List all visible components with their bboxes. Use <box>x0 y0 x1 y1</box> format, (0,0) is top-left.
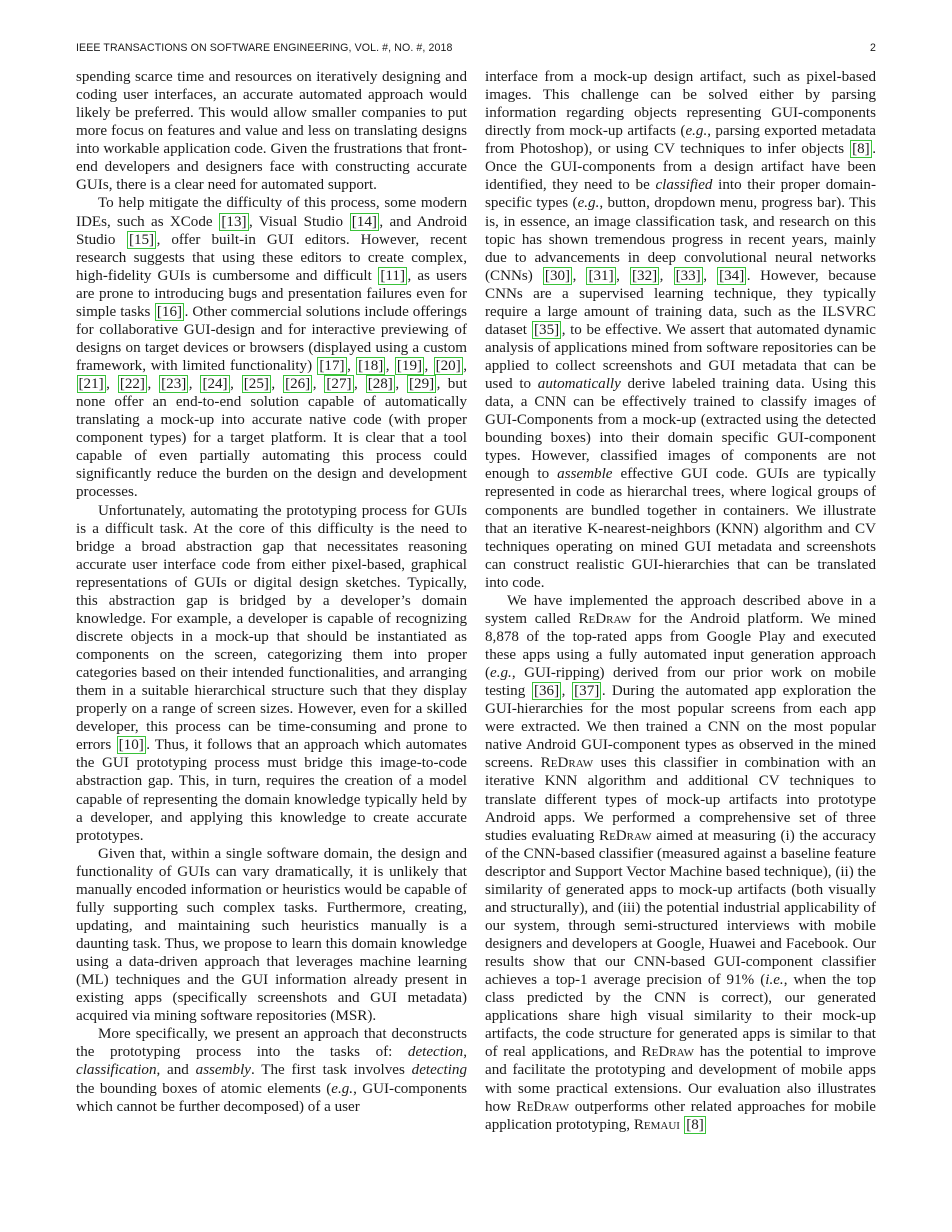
page-number: 2 <box>870 42 876 54</box>
citation-link[interactable]: [16] <box>156 303 183 320</box>
citation-link[interactable]: [35] <box>534 321 560 338</box>
citation-link[interactable]: [8] <box>852 141 870 158</box>
paragraph: Given that, within a single software domain, the design and functionality of GUIs can vary dramatically, it is unlikely that manually encoded information or heuristics would be capable of fully supporting such complex tasks. Furthermore, creating, updating, and maintaining such heuristics manually is a daunting task. Thus, we propose to learn this domain knowledge using a data-driven approach that leverages machine learning (ML) techniques and the GUI information already present in existing apps (specifically screenshots and GUI metadata) acquired via mining software repositories (MSR). <box>76 845 467 1025</box>
citation-link[interactable]: [22] <box>119 376 145 393</box>
citation-link[interactable]: [34] <box>719 267 745 284</box>
citation-link[interactable]: [19] <box>396 358 423 374</box>
paragraph: spending scarce time and resources on iteratively designing and coding user interfaces, an accurate automated approach would likely be preferred. This would allow smaller companies to put more focus on features and value and less on translating designs into workable application code. Given the frustrations that front-end developers and designers face with constructing accurate GUIs, there is a clear need for automated support. <box>76 69 467 194</box>
citation-link[interactable]: [23] <box>161 376 187 393</box>
citation-link[interactable]: [21] <box>78 376 104 393</box>
citation-link[interactable]: [25] <box>243 376 269 393</box>
citation-link[interactable]: [18] <box>358 358 384 374</box>
citation-link[interactable]: [26] <box>285 376 311 393</box>
citation-link[interactable]: [24] <box>202 376 228 393</box>
citation-link[interactable]: [30] <box>544 267 571 284</box>
citation-link[interactable]: [37] <box>574 683 600 700</box>
running-header <box>76 42 876 56</box>
system-name: ReDraw <box>540 755 594 772</box>
system-name: ReDraw <box>516 1098 570 1115</box>
paragraph: We have implemented the approach described above in a system called ReDraw for the Android platform. We mined 8,878 of the top-rated apps from Google Play and executed these apps using a fully automated input generation approach (e.g., GUI-ripping) derived from our prior work on mobile testing [36] , [37] . During the automated app exploration the GUI-hierarchies for the most popular screens from each app were extracted. We then trained a CNN on the most popular native Android GUI-component types as observed in the mined screens. ReDraw uses this classifier in combination with an iterative KNN algorithm and additional CV techniques to translate different types of mock-up artifacts into prototype Android apps. We performed a comprehensive set of three studies evaluating ReDraw aimed at measuring (i) the accuracy of the CNN-based classifier (measured against a baseline feature descriptor and Support Vector Machine based technique), (ii) the similarity of generated apps to mock-up artifacts (both visually and structurally), and (iii) the potential industrial applicability of our system, through semi-structured interviews with mobile designers and developers at Google, Huawei and Facebook. Our results show that our CNN-based GUI-component classifier achieves a top-1 average precision of 91% (i.e., when the top class predicted by the CNN is correct), our generated applications share high visual similarity to their mock-up artifacts, the code structure for generated apps is similar to that of real applications, and ReDraw has the potential to improve and facilitate the prototyping and development of mobile apps with some practical extensions. Our evaluation also illustrates how ReDraw outperforms other related approaches for mobile application prototyping, Remaui [8] <box>485 592 877 1133</box>
citation-link[interactable]: [8] <box>686 1116 704 1133</box>
citation-link[interactable]: [11] <box>380 267 405 284</box>
paragraph: Unfortunately, automating the prototyping process for GUIs is a difficult task. At the core of this difficulty is the need to bridge a broad abstraction gap that necessitates reasoning accurate user interface code from either pixel-based, graphical representations of GUIs or digital design sketches. Typically, this abstraction gap is bridged by a developer’s domain knowledge. For example, a developer is capable of recognizing discrete objects in a mock-up that should be instantiated as components on the screen, categorizing them into proper categories based on their intended functionalities, and arranging them in a suitable hierarchical structure such that they display properly on a range of screen sizes. However, even for a skilled developer, this process can be time-consuming and prone to errors [10] . Thus, it follows that an approach which automates the GUI prototyping process must bridge this image-to-code abstraction gap. This, in turn, requires the creation of a model capable of representing the domain knowledge typically held by a developer, and applying this knowledge to create accurate prototypes. <box>76 502 467 844</box>
citation-link[interactable]: [32] <box>632 267 658 284</box>
citation-link[interactable]: [15] <box>128 231 155 248</box>
system-name: ReDraw <box>641 1044 695 1061</box>
citation-link[interactable]: [29] <box>409 376 435 393</box>
paragraph: interface from a mock-up design artifact, such as pixel-based images. This challenge can be solved either by parsing information regarding objects representing GUI-components directly from mock-up artifacts (e.g., parsing exported metadata from Photoshop), or using CV techniques to infer objects [8] . Once the GUI-components from a design artifact have been identified, they need to be classified into their proper domain-specific types (e.g., button, dropdown menu, progress bar). This is, in essence, an image classification task, and research on this topic has shown tremendous progress in recent years, mainly due to advancements in deep convolutional neural networks (CNNs) [30] , [31] , [32] , [33] , [34] . However, because CNNs are a supervised learning technique, they typically require a large amount of training data, such as the ILSVRC dataset [35] , to be effective. We assert that automated dynamic analysis of applications mined from software repositories can be applied to collect screenshots and GUI metadata that can be used to automatically derive labeled training data. Using this data, a CNN can be effectively trained to classify images of GUI-Components from a mock-up (extracted using the detected bounding boxes) into their domain specific GUI-component types. However, classified images of components are not enough to assemble effective GUI code. GUIs are typically represented in code as hierarchal trees, where logical groups of components are bundled together in containers. We illustrate that an iterative K-nearest-neighbors (KNN) algorithm and CV techniques operating on mined GUI metadata and screenshots can construct realistic GUI-hierarchies that can be translated into code. <box>485 69 877 591</box>
citation-link[interactable]: [20] <box>435 358 461 374</box>
paragraph: To help mitigate the difficulty of this process, some modern IDEs, such as XCode [13] , Visual Studio [14] , and Android Studio [15] , offer built-in GUI editors. However, recent research suggests that using these editors to create complex, high-fidelity GUIs is cumbersome and difficult [11] , as users are prone to introducing bugs and presentation failures even for simple tasks [16] . Other commercial solutions include offerings for collaborative GUI-design and for interactive previewing of designs on target devices or browsers (displayed using a custom framework, with limited functionality) [17] , [18] , [19] , [20] , [21] , [22] , [23] , [24] , [25] , [26] , [27] , [28] , [29] , but none offer an end-to-end solution capable of automatically translating a mock-up into accurate native code (with proper component types) for a target platform. It is clear that a tool capable of even partially automating this process could significantly reduce the burden on the design and development processes. <box>76 195 468 501</box>
citation-link[interactable]: [31] <box>588 267 614 284</box>
system-name: ReDraw <box>578 610 631 627</box>
citation-link[interactable]: [36] <box>533 683 560 700</box>
left-column <box>76 68 467 1116</box>
citation-link[interactable]: [28] <box>367 376 393 393</box>
citation-link[interactable]: [13] <box>221 213 247 230</box>
citation-link[interactable]: [17] <box>319 358 345 374</box>
system-name: Remaui <box>633 1116 680 1133</box>
system-name: ReDraw <box>599 827 652 844</box>
citation-link[interactable]: [14] <box>351 213 377 230</box>
journal-header: IEEE TRANSACTIONS ON SOFTWARE ENGINEERING, VOL. #, NO. #, 2018 <box>76 42 453 54</box>
right-column <box>485 68 876 1134</box>
citation-link[interactable]: [33] <box>675 267 701 284</box>
citation-link[interactable]: [10] <box>118 737 144 754</box>
paragraph: More specifically, we present an approach that deconstructs the prototyping process into the tasks of: detection, classification, and assembly. The first task involves detecting the bounding boxes of atomic elements (e.g., GUI-components which cannot be further decomposed) of a user <box>76 1026 468 1115</box>
citation-link[interactable]: [27] <box>326 376 352 393</box>
